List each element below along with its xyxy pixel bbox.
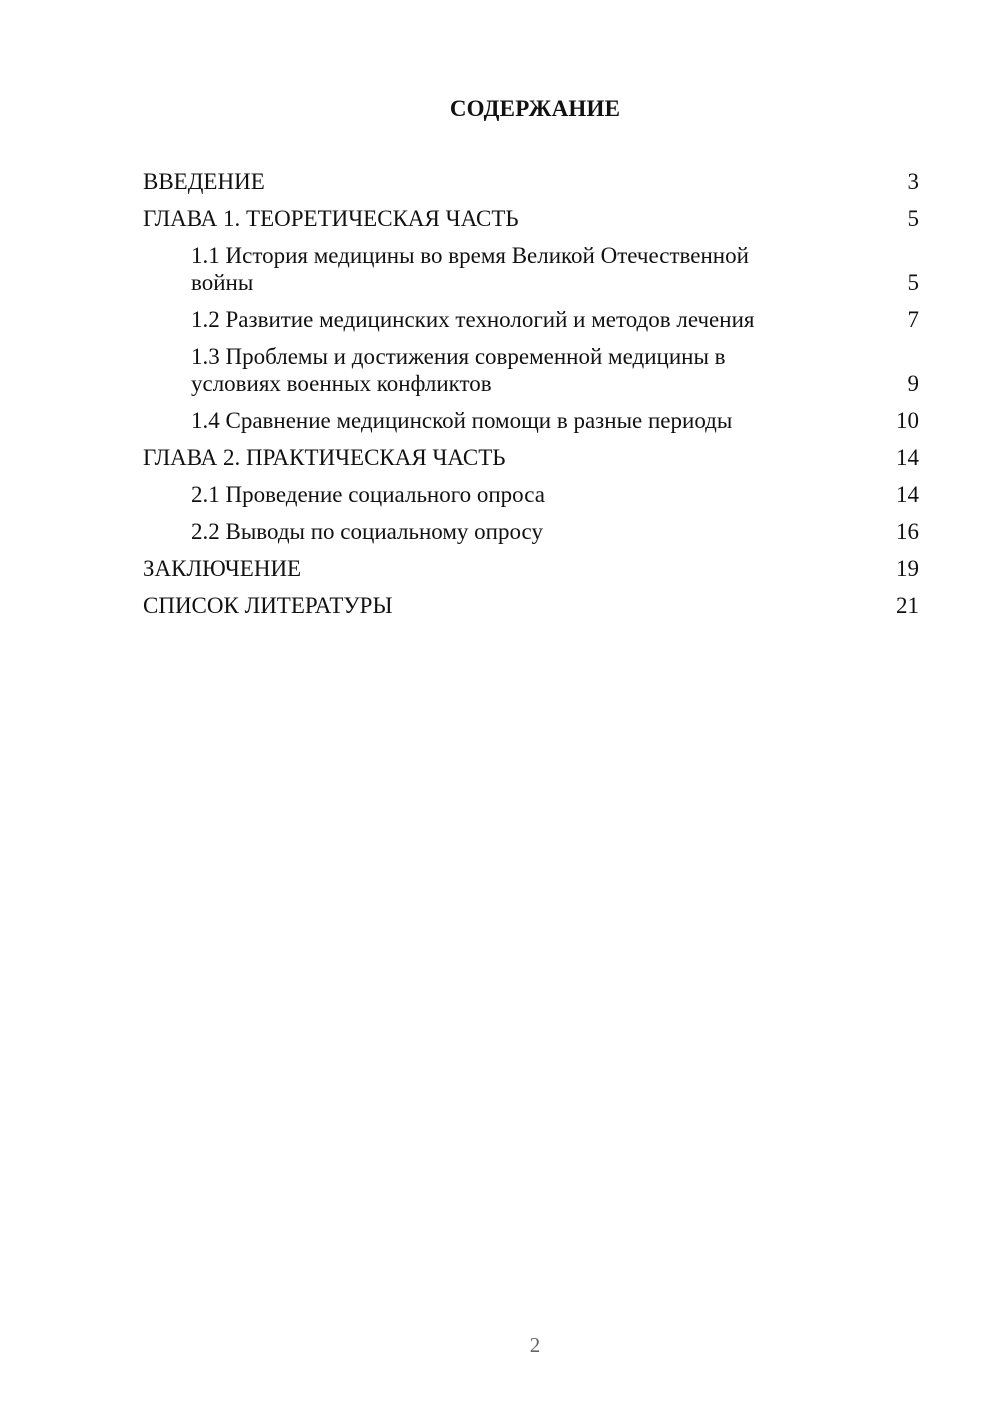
toc-entry-section-2-1[interactable] bbox=[143, 481, 919, 508]
toc-entry-bibliography[interactable] bbox=[143, 592, 919, 619]
toc-entry-page: 5 bbox=[907, 206, 919, 231]
toc-entry-section-1-2[interactable] bbox=[143, 306, 919, 333]
toc-entry-label: СПИСОК ЛИТЕРАТУРЫ bbox=[143, 593, 393, 618]
toc-entry-page: 3 bbox=[907, 169, 919, 194]
toc-entry-page: 14 bbox=[896, 445, 919, 470]
toc-entry-introduction[interactable] bbox=[143, 168, 919, 195]
toc-entry-label: 2.2 Выводы по социальному опросу bbox=[191, 519, 543, 544]
toc-entry-label: ГЛАВА 1. ТЕОРЕТИЧЕСКАЯ ЧАСТЬ bbox=[143, 206, 519, 231]
table-of-contents bbox=[143, 168, 919, 629]
toc-entry-label: ВВЕДЕНИЕ bbox=[143, 169, 265, 194]
toc-entry-section-1-3[interactable] bbox=[143, 343, 919, 397]
page-number: 2 bbox=[529, 1333, 541, 1357]
toc-entry-page: 10 bbox=[896, 408, 919, 433]
toc-entry-page: 21 bbox=[896, 593, 919, 618]
toc-entry-label: ЗАКЛЮЧЕНИЕ bbox=[143, 556, 302, 581]
toc-entry-label: ГЛАВА 2. ПРАКТИЧЕСКАЯ ЧАСТЬ bbox=[143, 445, 506, 470]
toc-entry-page: 5 bbox=[907, 270, 919, 295]
toc-entry-label: 1.2 Развитие медицинских технологий и методов лечения bbox=[191, 307, 755, 332]
toc-entry-page: 16 bbox=[896, 519, 919, 544]
toc-entry-chapter-1[interactable] bbox=[143, 205, 919, 232]
toc-entry-page: 9 bbox=[907, 371, 919, 396]
toc-entry-label: 1.1 История медицины во время Великой Отечественной войны bbox=[191, 243, 749, 295]
toc-entry-page: 7 bbox=[907, 307, 919, 332]
toc-title: СОДЕРЖАНИЕ bbox=[449, 96, 621, 121]
toc-entry-chapter-2[interactable] bbox=[143, 444, 919, 471]
toc-entry-page: 14 bbox=[896, 482, 919, 507]
toc-entry-section-1-1[interactable] bbox=[143, 242, 919, 296]
toc-entry-label: 1.4 Сравнение медицинской помощи в разные периоды bbox=[191, 408, 733, 433]
toc-entry-section-1-4[interactable] bbox=[143, 407, 919, 434]
toc-entry-label: 1.3 Проблемы и достижения современной медицины в условиях военных конфликтов bbox=[191, 344, 726, 396]
toc-entry-conclusion[interactable] bbox=[143, 555, 919, 582]
toc-entry-label: 2.1 Проведение социального опроса bbox=[191, 482, 545, 507]
toc-entry-section-2-2[interactable] bbox=[143, 518, 919, 545]
toc-entry-page: 19 bbox=[896, 556, 919, 581]
